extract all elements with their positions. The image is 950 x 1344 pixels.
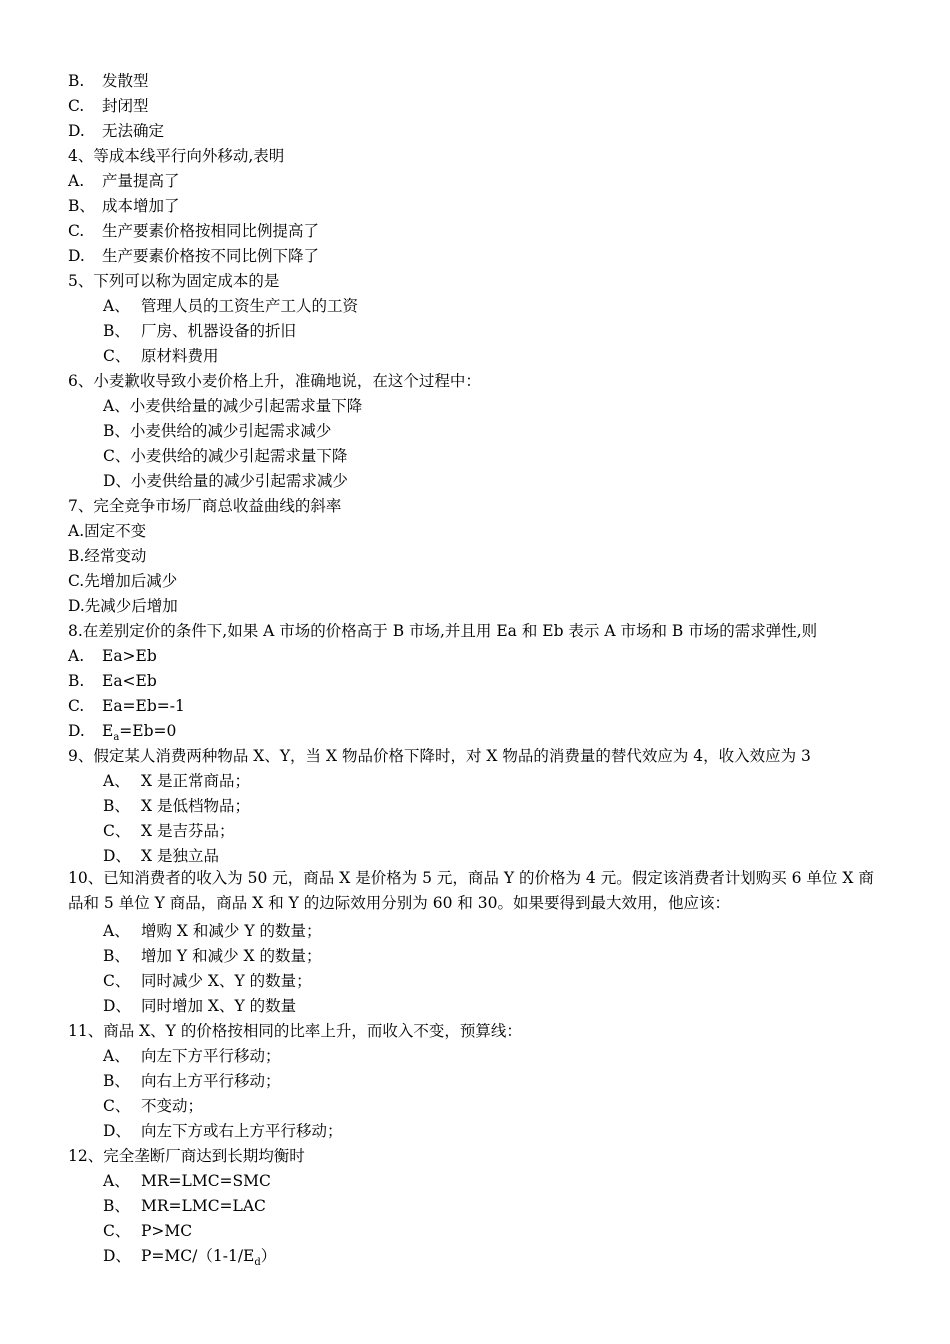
option-line: B、 MR=LMC=LAC <box>103 1197 266 1215</box>
option-line: C、 X 是吉芬品； <box>103 822 235 840</box>
question-line: 11、商品 X、Y 的价格按相同的比率上升，而收入不变，预算线： <box>68 1022 522 1040</box>
option-line: A、 X 是正常商品； <box>103 772 250 790</box>
option-line: D、 同时增加 X、Y 的数量 <box>103 997 297 1015</box>
option-line: C、 P>MC <box>103 1222 193 1240</box>
option-line: C、小麦供给的减少引起需求量下降 <box>103 447 348 465</box>
option-line: A. 产量提高了 <box>68 172 180 190</box>
option-line: B. 发散型 <box>68 72 149 90</box>
option-line: D、 X 是独立品 <box>103 847 219 865</box>
option-line: D. 生产要素价格按不同比例下降了 <box>68 247 320 265</box>
option-line: A. Ea>Eb <box>68 647 157 665</box>
option-line: C、 不变动； <box>103 1097 204 1115</box>
option-line: C. 封闭型 <box>68 97 149 115</box>
option-line: D、小麦供给量的减少引起需求减少 <box>103 472 348 490</box>
option-line: B、 成本增加了 <box>68 197 180 215</box>
option-line: B. Ea<Eb <box>68 672 157 690</box>
option-line: A.固定不变 <box>68 522 147 540</box>
option-line: B、 X 是低档物品； <box>103 797 250 815</box>
question-line: 7、完全竞争市场厂商总收益曲线的斜率 <box>68 497 342 515</box>
option-line: B、小麦供给的减少引起需求减少 <box>103 422 332 440</box>
option-line: B、 增加 Y 和减少 X 的数量； <box>103 947 322 965</box>
question-line: 12、完全垄断厂商达到长期均衡时 <box>68 1147 305 1165</box>
option-line: C、 同时减少 X、Y 的数量； <box>103 972 312 990</box>
option-line: A、 向左下方平行移动； <box>103 1047 281 1065</box>
option-line: D、 $P=MC/(1-1/E_d)$ <box>103 1247 277 1268</box>
question-line: 6、小麦歉收导致小麦价格上升，准确地说，在这个过程中： <box>68 372 481 390</box>
question-line: 10、已知消费者的收入为 50 元，商品 X 是价格为 5 元，商品 Y 的价格为 4 元。假定该消费者计划购买 6 单位 X 商品和 5 单位 Y 商品，商品 X 和 Y 的边际效用分别为 60 和 30。如果要得到最大效用，他应该： <box>68 869 874 912</box>
option-line: D、 向左下方或右上方平行移动； <box>103 1122 343 1140</box>
option-line: D. 无法确定 <box>68 122 165 140</box>
option-line: D.先减少后增加 <box>68 597 178 615</box>
option-line: B.经常变动 <box>68 547 147 565</box>
option-line: A、 增购 X 和减少 Y 的数量； <box>103 922 322 940</box>
option-line: C.先增加后减少 <box>68 572 178 590</box>
option-line: B、 向右上方平行移动； <box>103 1072 281 1090</box>
option-line: A、小麦供给量的减少引起需求量下降 <box>103 397 363 415</box>
question-line: 4、等成本线平行向外移动,表明 <box>68 147 285 165</box>
question-line: 9、假定某人消费两种物品 X、Y，当 X 物品价格下降时，对 X 物品的消费量的替代效应为 4，收入效应为 3 <box>68 747 811 765</box>
option-line: C、 原材料费用 <box>103 347 219 365</box>
question-line: 8.在差别定价的条件下,如果 A 市场的价格高于 B 市场,并且用 Ea 和 Eb 表示 A 市场和 B 市场的需求弹性,则 <box>68 622 818 640</box>
option-line: C. Ea=Eb=-1 <box>68 697 185 715</box>
option-line: C. 生产要素价格按相同比例提高了 <box>68 222 320 240</box>
option-line: A、 MR=LMC=SMC <box>103 1172 271 1190</box>
option-line: A、 管理人员的工资生产工人的工资 <box>103 297 359 315</box>
option-line: D. $E_a=Eb=0$ <box>68 722 177 743</box>
question-line: 5、下列可以称为固定成本的是 <box>68 272 280 290</box>
option-line: B、 厂房、机器设备的折旧 <box>103 322 297 340</box>
